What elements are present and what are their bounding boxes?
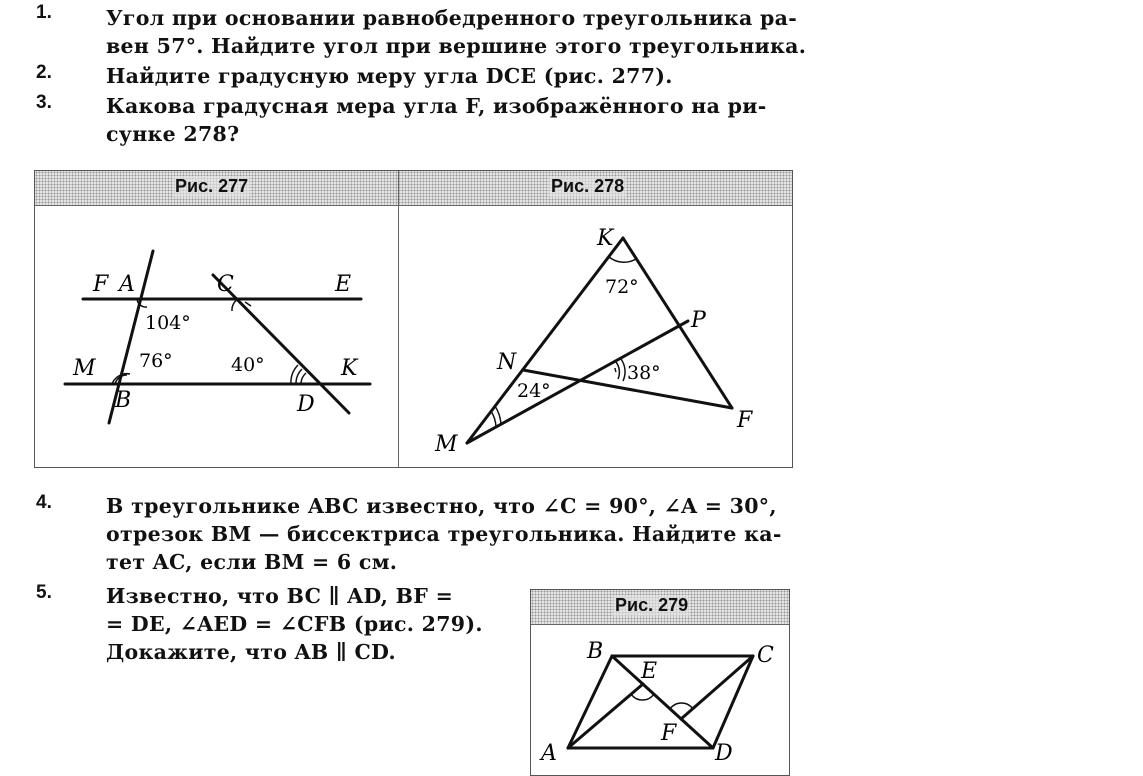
- fig277-point-D: D: [297, 392, 315, 417]
- fig278-angle-38: 38°: [627, 362, 661, 384]
- fig277-angle-76: 76°: [139, 350, 173, 372]
- segment-AE: [568, 684, 643, 748]
- task-text: [106, 4, 806, 60]
- fig277-point-M: M: [73, 356, 96, 381]
- fig278-point-M: M: [435, 432, 458, 457]
- fig279-drawing: [531, 590, 789, 775]
- fig279-caption: Рис. 279: [615, 595, 689, 615]
- fig279-point-E: E: [641, 659, 658, 684]
- fig278-angle-72: 72°: [605, 276, 639, 298]
- task-number: 4.: [36, 492, 52, 513]
- fig279-point-B: B: [587, 639, 604, 664]
- task-line: тет AC, если BM = 6 см.: [106, 550, 398, 574]
- fig278-point-P: P: [691, 308, 706, 333]
- task-number: 2.: [36, 62, 52, 83]
- fig277-angle-104: 104°: [145, 312, 191, 334]
- arc-38-3: [621, 359, 625, 381]
- task-line: вен 57°. Найдите угол при вершине этого треугольника.: [106, 34, 807, 58]
- fig277-angle-40: 40°: [231, 354, 265, 376]
- task-number: 5.: [36, 582, 52, 603]
- task-line: Докажите, что AB ∥ CD.: [106, 640, 396, 664]
- fig279-point-F: F: [661, 721, 677, 746]
- fig277-caption: Рис. 277: [175, 176, 249, 196]
- fig277-point-A: A: [119, 272, 135, 297]
- task-number: 1.: [36, 2, 52, 23]
- task-text: [106, 62, 673, 90]
- fig277-point-B: B: [115, 388, 132, 413]
- fig279-point-D: D: [715, 741, 733, 766]
- arc-38-1: [615, 368, 616, 372]
- task-line: Угол при основании равнобедренного треугольника ра-: [106, 6, 798, 30]
- task-number: 3.: [36, 92, 52, 113]
- task-line: отрезок BM — биссектриса треугольника. Найдите ка-: [106, 522, 782, 546]
- task-text: [106, 582, 483, 666]
- side-MK: [467, 238, 623, 443]
- side-AB: [568, 656, 612, 748]
- task-line: Какова градусная мера угла F, изображённого на ри-: [106, 94, 767, 118]
- fig278-point-N: N: [497, 350, 517, 375]
- arc-CFB: [670, 703, 693, 709]
- segment-CF: [681, 656, 753, 719]
- arc-38-2: [616, 362, 619, 379]
- side-CD: [713, 656, 753, 748]
- task-line: В треугольнике ABC известно, что ∠C = 90°, ∠A = 30°,: [106, 494, 777, 518]
- fig278-point-F: F: [737, 408, 753, 433]
- task-line: Найдите градусную меру угла DCE (рис. 277).: [106, 64, 673, 88]
- fig277-point-K: K: [341, 356, 358, 381]
- task-line: Известно, что BC ∥ AD, BF =: [106, 584, 454, 608]
- task-line: = DE, ∠AED = ∠CFB (рис. 279).: [106, 612, 483, 636]
- arc-72: [609, 257, 636, 262]
- task-line: сунке 278?: [106, 122, 240, 146]
- fig277-point-E: E: [335, 272, 352, 297]
- fig278-angle-24: 24°: [517, 380, 551, 402]
- fig278-caption: Рис. 278: [551, 176, 625, 196]
- figure-panel-277-278: [34, 170, 793, 468]
- fig279-point-C: C: [757, 643, 774, 668]
- fig277-point-F: F: [93, 272, 109, 297]
- fig278-point-K: K: [597, 226, 614, 251]
- fig279-point-A: A: [541, 741, 557, 766]
- arc-AED: [631, 694, 654, 700]
- arc-24-1: [491, 411, 496, 427]
- fig277-point-C: C: [217, 272, 234, 297]
- task-text: [106, 92, 767, 148]
- task-text: [106, 492, 782, 576]
- fig278-drawing: [35, 171, 792, 467]
- figure-panel-279: [530, 589, 790, 776]
